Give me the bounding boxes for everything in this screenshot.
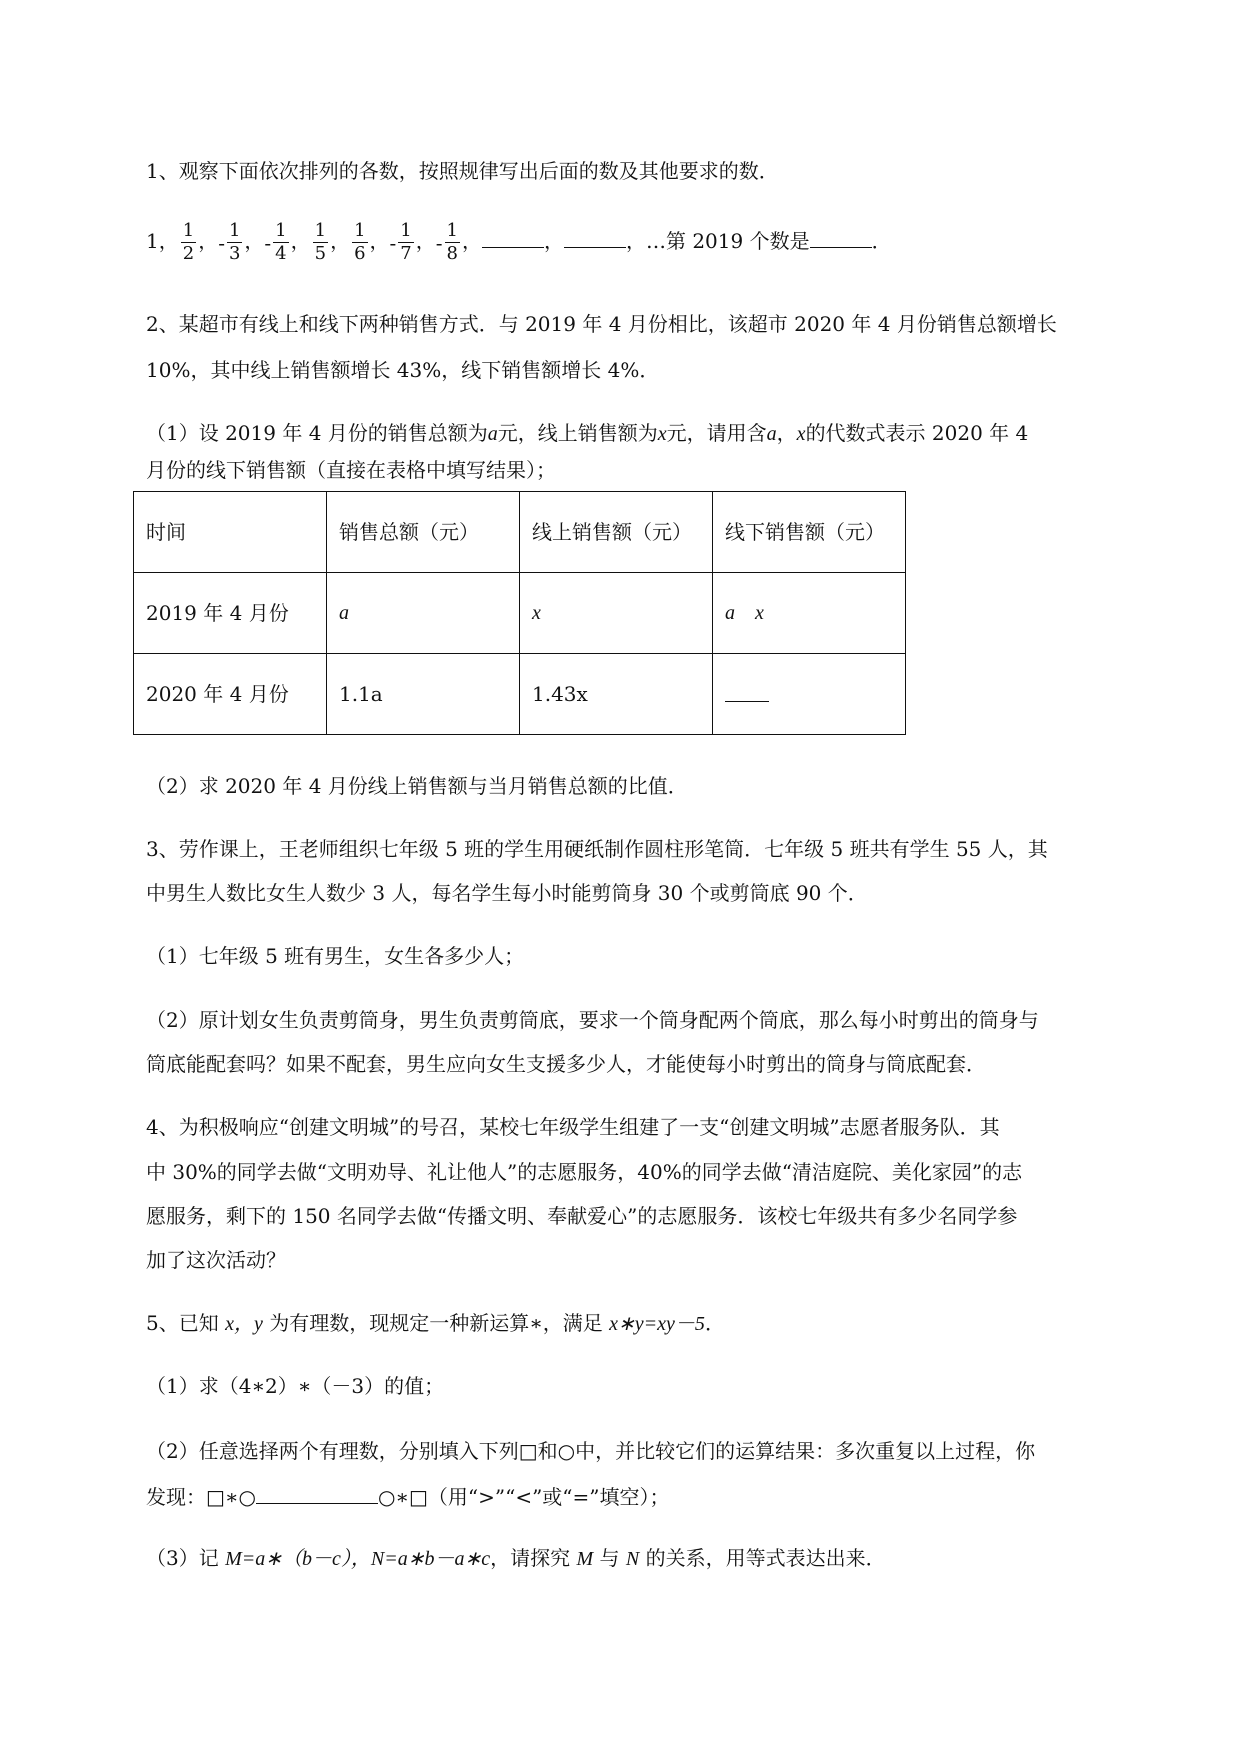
table-cell: 1.1a xyxy=(327,654,520,735)
sequence-end: ． xyxy=(871,229,892,253)
sequence-separator: ， xyxy=(415,229,436,253)
fraction-numerator: 1 xyxy=(354,220,366,241)
var-a: a xyxy=(487,423,498,445)
table-cell: a xyxy=(327,573,520,654)
q5-part3-text-d: 的关系，用等式表达出来． xyxy=(645,1546,886,1570)
var-x-2: x xyxy=(796,423,806,445)
q5-part3-defs: M=a∗（b－c），N=a∗b－a∗c xyxy=(225,1548,491,1570)
var-M: M xyxy=(576,1548,594,1570)
fraction-denominator: 2 xyxy=(182,243,195,264)
fraction-sign: - xyxy=(435,230,443,255)
fraction-numerator: 1 xyxy=(400,220,412,241)
fraction-denominator: 7 xyxy=(400,243,412,264)
var-x: x xyxy=(657,423,667,445)
table-row xyxy=(134,573,906,654)
q5-end: ． xyxy=(704,1311,725,1335)
q2-part1-text-d: ， xyxy=(776,421,797,445)
q5-part2-text-b: ○∗□（用“>”“<”或“=”填空）； xyxy=(377,1485,670,1509)
sequence-separator: ， xyxy=(625,229,646,253)
fraction xyxy=(227,222,242,263)
fraction xyxy=(273,222,288,263)
fraction-denominator: 3 xyxy=(228,243,241,264)
q5-part3-text-a: （3）记 xyxy=(146,1546,219,1570)
fraction-numerator: 1 xyxy=(228,220,241,241)
q3-line2: 中男生人数比女生人数少 3 人，每名学生每小时能剪筒身 30 个或剪筒底 90 个． xyxy=(146,881,868,905)
fraction-denominator: 5 xyxy=(314,243,327,264)
q1-title: 1、观察下面依次排列的各数，按照规律写出后面的数及其他要求的数． xyxy=(146,159,779,183)
table-cell-answer[interactable] xyxy=(713,654,906,735)
fraction-denominator: 4 xyxy=(275,243,287,264)
q2-part1-line1 xyxy=(146,423,1028,444)
table-cell: a x xyxy=(713,573,906,654)
sequence-separator: ， xyxy=(461,229,482,253)
fraction-denominator: 6 xyxy=(354,243,366,264)
fraction-denominator: 8 xyxy=(446,243,458,264)
compare-blank[interactable] xyxy=(256,1485,378,1504)
q2-part1-text-e: 的代数式表示 2020 年 4 xyxy=(805,421,1029,445)
sequence-first: 1， xyxy=(146,229,179,253)
fraction xyxy=(445,222,460,263)
table-cell: 2020 年 4 月份 xyxy=(134,654,327,735)
sequence-separator: ， xyxy=(290,229,311,253)
q2-line2: 10%，其中线上销售额增长 43%，线下销售额增长 4%． xyxy=(146,358,660,382)
q2-part1-line2: 月份的线下销售额（直接在表格中填写结果）； xyxy=(146,458,556,482)
q4-line4: 加了这次活动？ xyxy=(146,1248,286,1272)
q3-part2-line2: 筒底能配套吗？如果不配套，男生应向女生支援多少人，才能使每小时剪出的筒身与筒底配套． xyxy=(146,1052,986,1076)
q5-text-a: 5、已知 xyxy=(146,1311,219,1335)
table-row xyxy=(134,654,906,735)
answer-blank[interactable] xyxy=(564,229,626,248)
table-header-cell: 时间 xyxy=(134,492,327,573)
fraction-sign: - xyxy=(389,230,397,255)
table-cell: 2019 年 4 月份 xyxy=(134,573,327,654)
q5-vars: x，y xyxy=(225,1313,263,1335)
q2-part2: （2）求 2020 年 4 月份线上销售额与当月销售总额的比值． xyxy=(146,774,688,798)
sequence-separator: ， xyxy=(244,229,265,253)
fraction-sign: - xyxy=(264,230,272,255)
sequence-separator: ， xyxy=(369,229,390,253)
table-header-cell: 线下销售额（元） xyxy=(713,492,906,573)
q5-text-b: 为有理数，现规定一种新运算∗，满足 xyxy=(269,1311,603,1335)
sequence-separator: ， xyxy=(198,229,219,253)
q4-line1: 4、为积极响应“创建文明城”的号召，某校七年级学生组建了一支“创建文明城”志愿者服务队．其 xyxy=(146,1115,1000,1139)
q5-part2-text-a: 发现：□∗○ xyxy=(146,1485,256,1509)
fraction-numerator: 1 xyxy=(314,220,327,241)
var-N: N xyxy=(625,1548,640,1570)
fraction xyxy=(352,222,367,263)
sequence-separator: ， xyxy=(543,229,564,253)
sequence-tail: …第 2019 个数是 xyxy=(645,229,810,253)
answer-blank[interactable] xyxy=(810,229,872,248)
q5-part2-line2 xyxy=(146,1485,670,1507)
q2-part1-text-c: 元，请用含 xyxy=(666,421,767,445)
q3-line1: 3、劳作课上，王老师组织七年级 5 班的学生用硬纸制作圆柱形笔筒．七年级 5 班共有学生 55 人，其 xyxy=(146,837,1048,861)
q3-part2-line1: （2）原计划女生负责剪筒身，男生负责剪筒底，要求一个筒身配两个筒底，那么每小时剪出的筒身与 xyxy=(146,1008,1039,1032)
table-cell: 1.43x xyxy=(520,654,713,735)
fraction xyxy=(398,222,413,263)
q5-part2-line1: （2）任意选择两个有理数，分别填入下列□和○中，并比较它们的运算结果：多次重复以上过程，你 xyxy=(146,1439,1036,1463)
fraction-numerator: 1 xyxy=(182,220,195,241)
fraction-numerator: 1 xyxy=(275,220,287,241)
table-header-cell: 线上销售额（元） xyxy=(520,492,713,573)
q5-part3-text-c: 与 xyxy=(599,1546,620,1570)
q5-part3 xyxy=(146,1548,886,1569)
sales-table xyxy=(133,491,906,735)
var-a-2: a xyxy=(766,423,777,445)
q5-formula: x∗y=xy－5 xyxy=(609,1313,705,1335)
table-cell: x xyxy=(520,573,713,654)
q5-part3-text-b: ，请探究 xyxy=(490,1546,571,1570)
q2-line1: 2、某超市有线上和线下两种销售方式．与 2019 年 4 月份相比，该超市 2020 年 4 月份销售总额增长 xyxy=(146,312,1057,336)
answer-blank[interactable] xyxy=(482,229,544,248)
q5-line1 xyxy=(146,1313,725,1334)
table-header-cell: 销售总额（元） xyxy=(327,492,520,573)
q1-sequence xyxy=(146,222,892,263)
q4-line2: 中 30%的同学去做“文明劝导、礼让他人”的志愿服务，40%的同学去做“清洁庭院、美化家园”的志 xyxy=(146,1160,1023,1184)
q2-part1-text-b: 元，线上销售额为 xyxy=(497,421,658,445)
q5-part1: （1）求（4∗2）∗（－3）的值； xyxy=(146,1374,445,1398)
answer-blank[interactable] xyxy=(725,683,769,702)
q4-line3: 愿服务，剩下的 150 名同学去做“传播文明、奉献爱心”的志愿服务．该校七年级共有多少名同学参 xyxy=(146,1204,1018,1228)
fraction-sign: - xyxy=(218,230,225,255)
fraction-numerator: 1 xyxy=(446,220,458,241)
q3-part1: （1）七年级 5 班有男生，女生各多少人； xyxy=(146,944,525,968)
fraction xyxy=(181,222,196,263)
sequence-separator: ， xyxy=(330,229,351,253)
q2-part1-text-a: （1）设 2019 年 4 月份的销售总额为 xyxy=(146,421,488,445)
fraction xyxy=(313,222,328,263)
table-header-row xyxy=(134,492,906,573)
